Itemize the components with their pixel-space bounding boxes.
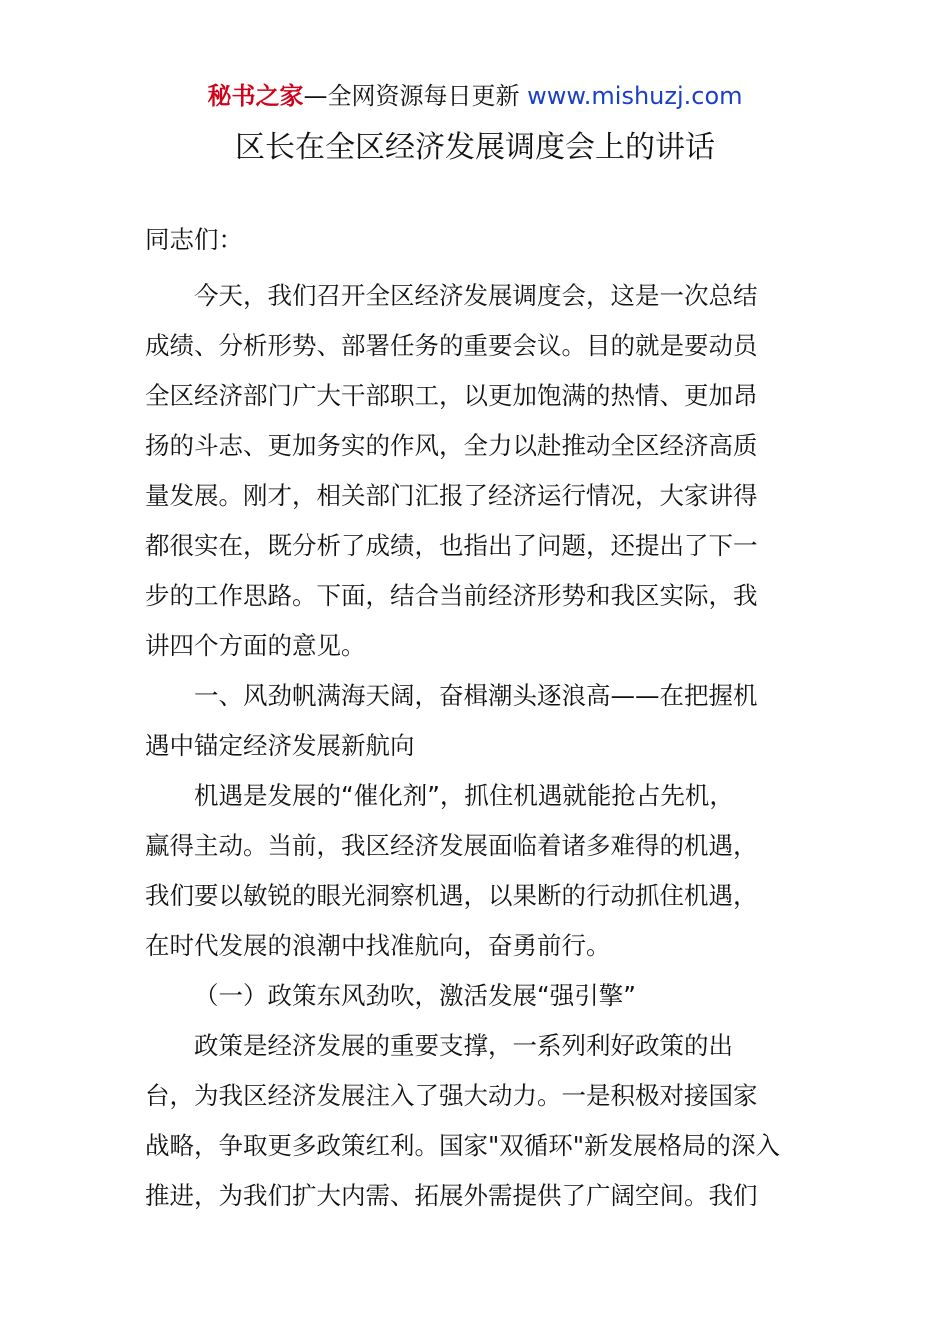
paragraph-line: 量发展。刚才，相关部门汇报了经济运行情况，大家讲得 xyxy=(145,481,758,510)
paragraph-line: 台，为我区经济发展注入了强大动力。一是积极对接国家 xyxy=(145,1081,758,1110)
paragraph-line: 机遇是发展的“催化剂”，抓住机遇就能抢占先机， xyxy=(194,781,734,810)
subsection-heading-line: （一）政策东风劲吹，激活发展“强引擎” xyxy=(194,981,636,1010)
paragraph-line: 讲四个方面的意见。 xyxy=(145,631,366,660)
section-heading-line: 一、风劲帆满海天阔，奋楫潮头逐浪高——在把握机 xyxy=(194,681,758,710)
site-banner xyxy=(0,80,950,112)
paragraph-line: 政策是经济发展的重要支撑，一系列利好政策的出 xyxy=(194,1031,733,1060)
paragraph-line: 扬的斗志、更加务实的作风，全力以赴推动全区经济高质 xyxy=(145,431,758,460)
paragraph-line: 赢得主动。当前，我区经济发展面临着诸多难得的机遇， xyxy=(145,831,758,860)
paragraph-line: 战略，争取更多政策红利。国家"双循环"新发展格局的深入 xyxy=(145,1131,781,1160)
paragraph-line: 推进，为我们扩大内需、拓展外需提供了广阔空间。我们 xyxy=(145,1181,758,1210)
document-title: 区长在全区经济发展调度会上的讲话 xyxy=(235,130,715,165)
paragraph-line: 今天，我们召开全区经济发展调度会，这是一次总结 xyxy=(194,281,758,310)
paragraph-line: 成绩、分析形势、部署任务的重要会议。目的就是要动员 xyxy=(145,331,758,360)
section-heading-line: 遇中锚定经济发展新航向 xyxy=(145,731,415,760)
banner-tagline: —全网资源每日更新 xyxy=(303,82,528,110)
brand-name: 秘书之家 xyxy=(207,82,304,110)
paragraph-line: 我们要以敏锐的眼光洞察机遇，以果断的行动抓住机遇， xyxy=(145,881,758,910)
salutation-line: 同志们： xyxy=(145,225,243,254)
site-url-link[interactable]: www.mishuzj.com xyxy=(527,82,743,110)
paragraph-line: 都很实在，既分析了成绩，也指出了问题，还提出了下一 xyxy=(145,531,758,560)
paragraph-line: 全区经济部门广大干部职工，以更加饱满的热情、更加昂 xyxy=(145,381,758,410)
paragraph-line: 步的工作思路。下面，结合当前经济形势和我区实际，我 xyxy=(145,581,758,610)
paragraph-line: 在时代发展的浪潮中找准航向，奋勇前行。 xyxy=(145,931,611,960)
